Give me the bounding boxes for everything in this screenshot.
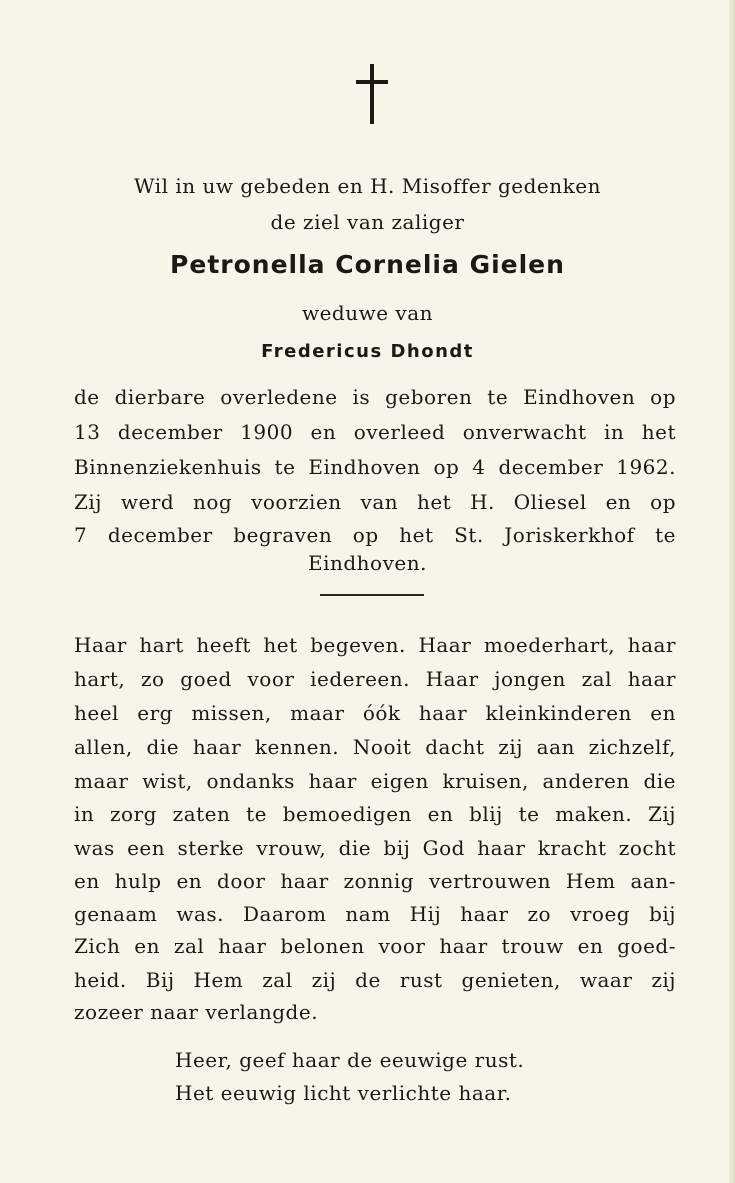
tribute-line: genaam was. Daarom nam Hij haar zo vroeg bij — [74, 902, 676, 926]
tribute-line: was een sterke vrouw, die bij God haar kracht zocht — [74, 836, 676, 860]
tribute-line: heid. Bij Hem zal zij de rust genieten, waar zij — [74, 968, 676, 992]
biography-line: 7 december begraven op het St. Joriskerkhof te — [74, 523, 676, 547]
biography-line: Zij werd nog voorzien van het H. Oliesel en op — [74, 490, 676, 514]
tribute-line: allen, die haar kennen. Nooit dacht zij aan zichzelf, — [74, 735, 676, 759]
intro-line-1: Wil in uw gebeden en H. Misoffer gedenken — [134, 174, 601, 198]
tribute-line: maar wist, ondanks haar eigen kruisen, anderen die — [74, 769, 676, 793]
husband-name: Fredericus Dhondt — [261, 341, 474, 362]
tribute-line: zozeer naar verlangde. — [74, 1000, 319, 1024]
intro-line-2: de ziel van zaliger — [270, 210, 465, 234]
section-divider — [320, 594, 424, 596]
tribute-line: heel erg missen, maar óók haar kleinkinderen en — [74, 701, 676, 725]
biography-line: Binnenziekenhuis te Eindhoven op 4 december 1962. — [74, 455, 676, 479]
prayer-line: Het eeuwig licht verlichte haar. — [175, 1081, 512, 1105]
widow-of-label: weduwe van — [301, 301, 434, 325]
tribute-line: Haar hart heeft het begeven. Haar moederhart, haar — [74, 633, 676, 657]
biography-line: Eindhoven. — [308, 551, 427, 575]
biography-line: 13 december 1900 en overleed onverwacht in het — [74, 420, 676, 444]
latin-cross-icon — [353, 64, 391, 124]
tribute-line: en hulp en door haar zonnig vertrouwen Hem aan- — [74, 869, 676, 893]
tribute-line: Zich en zal haar belonen voor haar trouw en goed- — [74, 934, 676, 958]
tribute-line: hart, zo goed voor iedereen. Haar jongen zal haar — [74, 667, 676, 691]
tribute-line: in zorg zaten te bemoedigen en blij te maken. Zij — [74, 802, 676, 826]
deceased-name: Petronella Cornelia Gielen — [170, 250, 565, 279]
biography-line: de dierbare overledene is geboren te Eindhoven op — [74, 385, 676, 409]
prayer-line: Heer, geef haar de eeuwige rust. — [175, 1048, 525, 1072]
